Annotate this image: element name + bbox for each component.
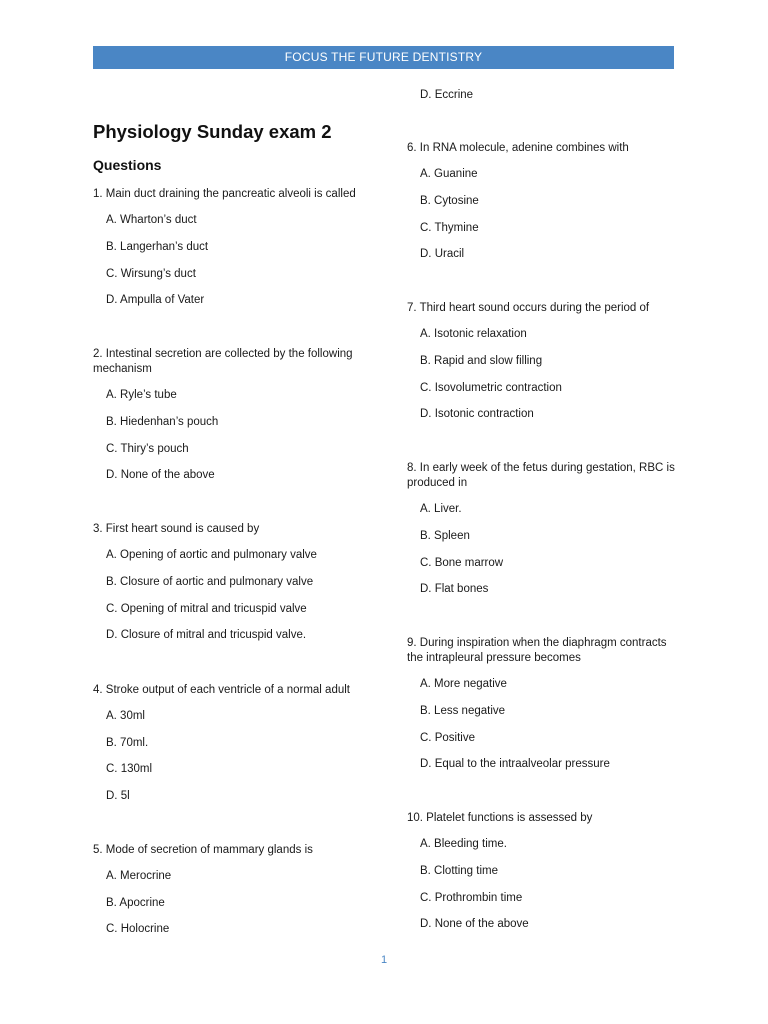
question-3: 3. First heart sound is caused by — [93, 523, 260, 535]
option-q1-b: B. Langerhan’s duct — [106, 241, 209, 253]
option-q5-d: D. Eccrine — [420, 89, 474, 101]
option-q6-a: A. Guanine — [420, 168, 478, 180]
option-q1-d: D. Ampulla of Vater — [106, 294, 205, 306]
option-q5-b: B. Apocrine — [106, 897, 165, 909]
option-q5-c: C. Holocrine — [106, 923, 170, 935]
option-q3-b: B. Closure of aortic and pulmonary valve — [106, 576, 314, 588]
option-q9-a: A. More negative — [420, 678, 507, 690]
option-q2-c: C. Thiry’s pouch — [106, 443, 189, 455]
section-heading: Questions — [93, 157, 162, 173]
question-10: 10. Platelet functions is assessed by — [407, 812, 593, 824]
option-q6-d: D. Uracil — [420, 248, 465, 260]
option-q6-c: C. Thymine — [420, 222, 479, 234]
option-q4-b: B. 70ml. — [106, 737, 149, 749]
option-q9-b: B. Less negative — [420, 705, 506, 717]
header-banner: FOCUS THE FUTURE DENTISTRY — [93, 46, 674, 69]
question-5: 5. Mode of secretion of mammary glands is — [93, 844, 313, 856]
option-q7-b: B. Rapid and slow filling — [420, 355, 543, 367]
option-q3-a: A. Opening of aortic and pulmonary valve — [106, 549, 317, 561]
option-q3-c: C. Opening of mitral and tricuspid valve — [106, 603, 307, 615]
option-q10-b: B. Clotting time — [420, 865, 498, 877]
option-q10-c: C. Prothrombin time — [420, 892, 523, 904]
option-q3-d: D. Closure of mitral and tricuspid valve. — [106, 629, 307, 641]
option-q1-a: A. Wharton’s duct — [106, 214, 197, 226]
option-q2-b: B. Hiedenhan’s pouch — [106, 416, 219, 428]
option-q8-d: D. Flat bones — [420, 583, 489, 595]
option-q4-c: C. 130ml — [106, 763, 153, 775]
option-q5-a: A. Merocrine — [106, 870, 172, 882]
option-q8-a: A. Liver. — [420, 503, 462, 515]
option-q2-d: D. None of the above — [106, 469, 215, 481]
question-9: 9. During inspiration when the diaphragm contracts the intrapleural pressure becomes — [407, 637, 667, 664]
option-q10-d: D. None of the above — [420, 918, 529, 930]
option-q10-a: A. Bleeding time. — [420, 838, 507, 850]
option-q8-b: B. Spleen — [420, 530, 470, 542]
option-q2-a: A. Ryle’s tube — [106, 389, 177, 401]
page-number: 1 — [380, 954, 388, 966]
option-q9-c: C. Positive — [420, 732, 475, 744]
option-q7-a: A. Isotonic relaxation — [420, 328, 527, 340]
option-q1-c: C. Wirsung’s duct — [106, 268, 196, 280]
question-7: 7. Third heart sound occurs during the period of — [407, 302, 650, 314]
question-4: 4. Stroke output of each ventricle of a normal adult — [93, 684, 350, 696]
question-8: 8. In early week of the fetus during gestation, RBC is produced in — [407, 462, 675, 489]
option-q8-c: C. Bone marrow — [420, 557, 504, 569]
option-q9-d: D. Equal to the intraalveolar pressure — [420, 758, 610, 770]
document-title: Physiology Sunday exam 2 — [93, 121, 332, 142]
option-q6-b: B. Cytosine — [420, 195, 479, 207]
option-q7-d: D. Isotonic contraction — [420, 408, 534, 420]
option-q4-d: D. 5l — [106, 790, 130, 802]
option-q7-c: C. Isovolumetric contraction — [420, 382, 562, 394]
question-6: 6. In RNA molecule, adenine combines with — [407, 142, 629, 154]
option-q4-a: A. 30ml — [106, 710, 145, 722]
question-2: 2. Intestinal secretion are collected by the following mechanism — [93, 348, 353, 375]
question-1: 1. Main duct draining the pancreatic alveoli is called — [93, 188, 356, 200]
